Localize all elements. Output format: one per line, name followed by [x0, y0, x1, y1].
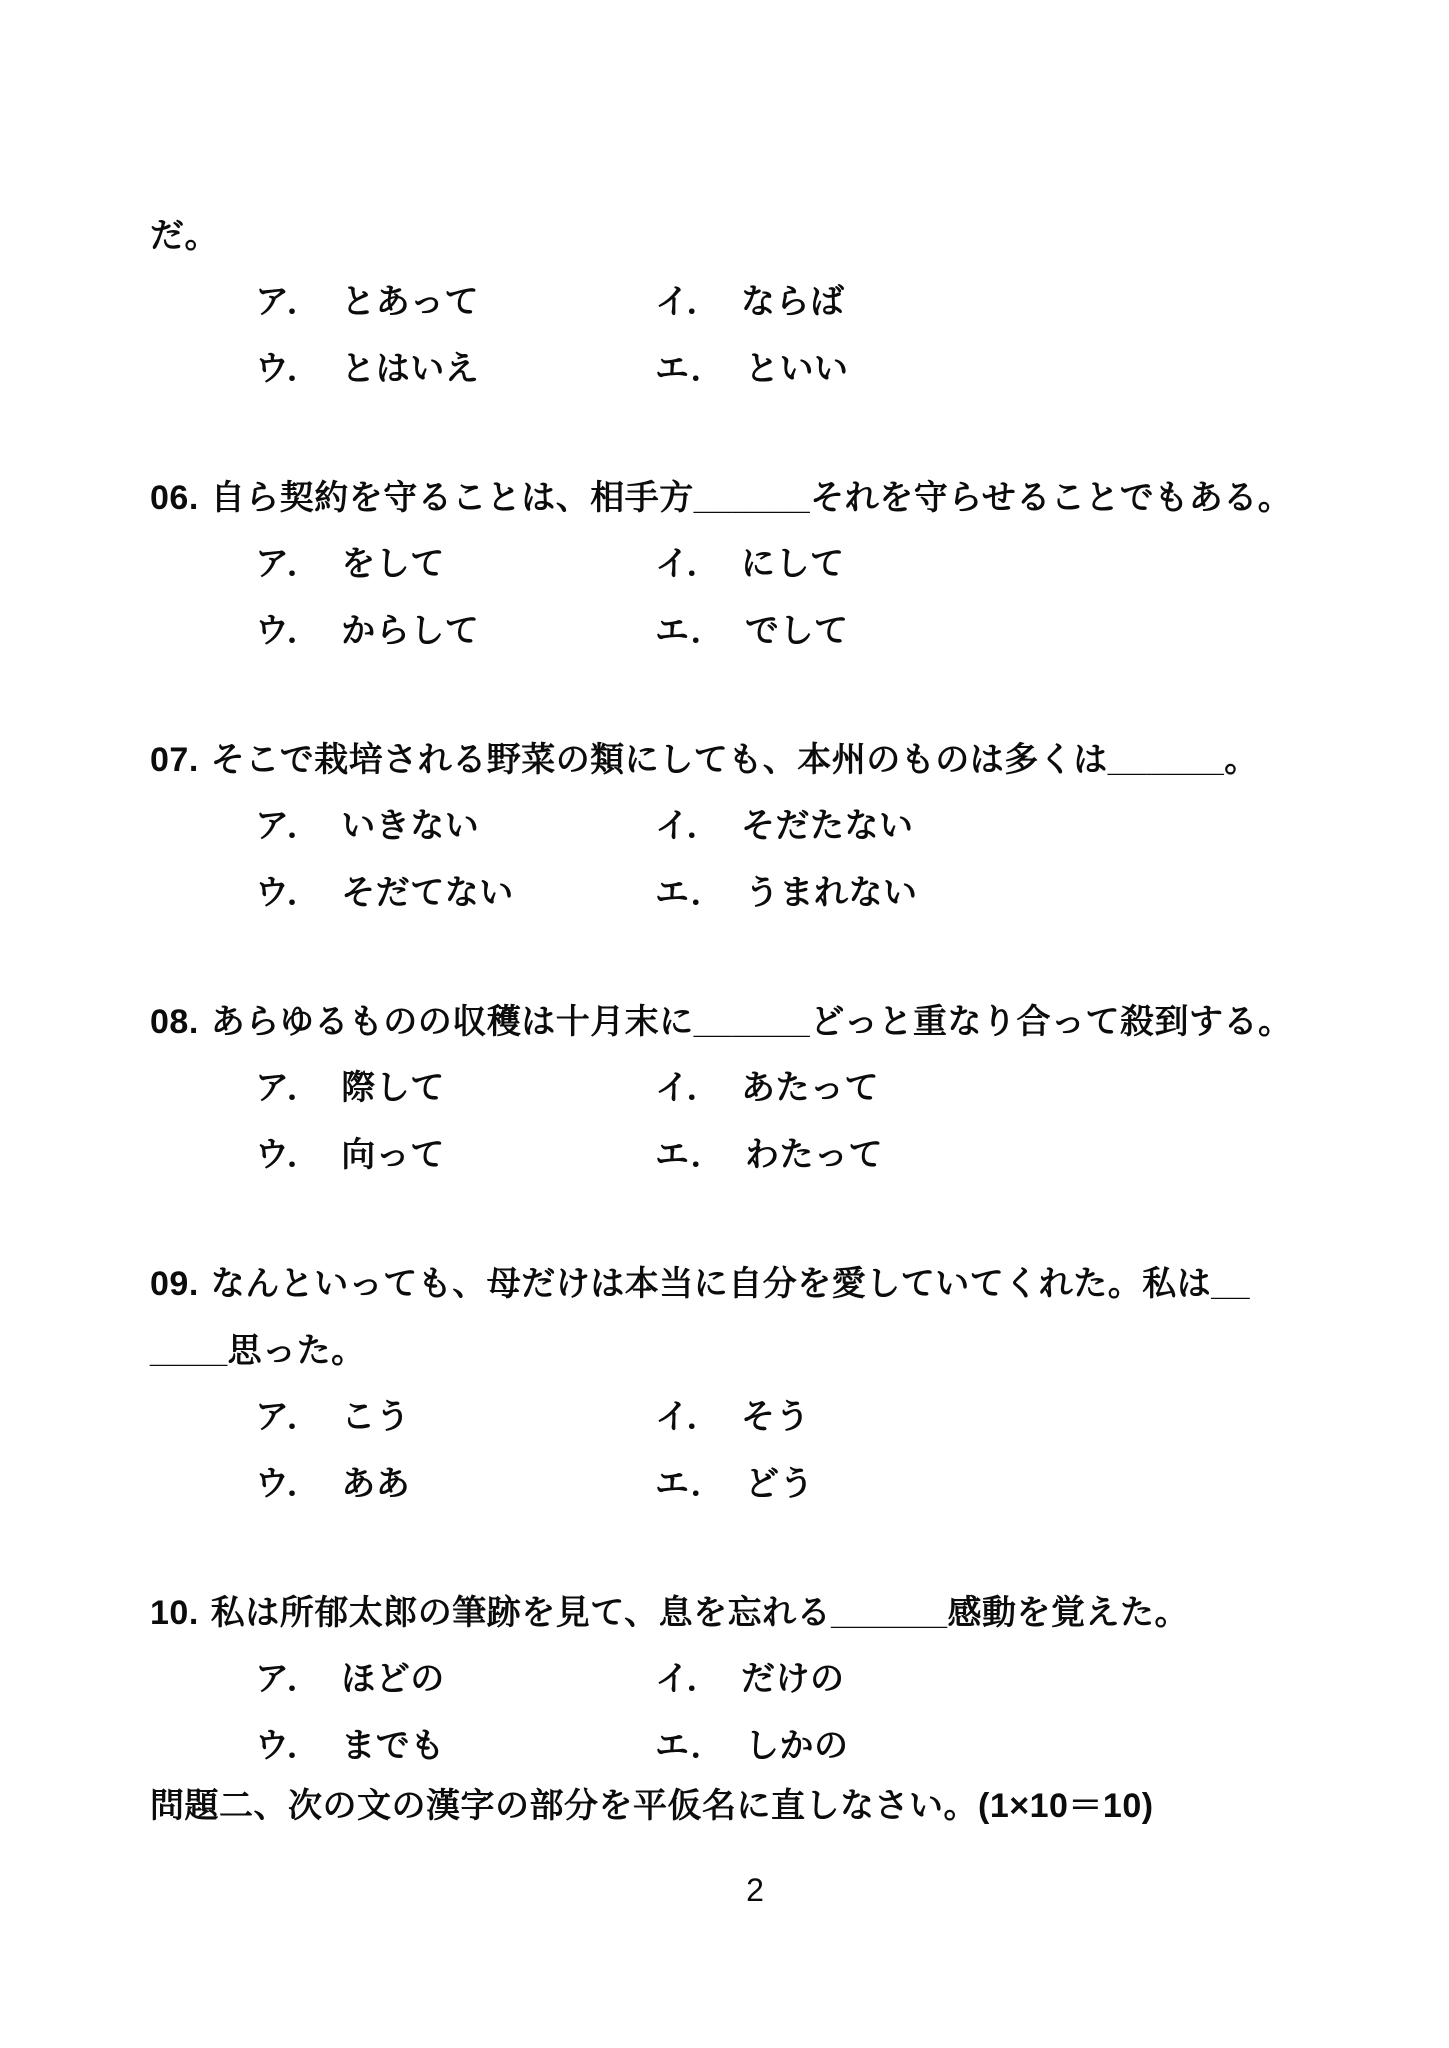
option-label: イ．	[655, 283, 721, 321]
option-b	[655, 1657, 844, 1701]
option-b	[655, 280, 844, 324]
option-a	[255, 804, 655, 848]
option-text: までも	[341, 1727, 445, 1765]
option-text: そだてない	[341, 874, 514, 912]
option-label: エ．	[655, 1136, 726, 1174]
option-text: うまれない	[745, 874, 918, 912]
option-c	[255, 871, 655, 915]
document-content	[150, 214, 1360, 1828]
question-line	[150, 1262, 1360, 1306]
question-block-07	[150, 738, 1360, 915]
option-label: イ．	[655, 1398, 721, 1436]
option-row	[150, 1657, 1360, 1701]
question-text: だ。	[150, 217, 219, 255]
question-text: そこで栽培される野菜の類にしても、本州のものは多くは______。	[210, 741, 1259, 779]
option-label: エ．	[655, 350, 726, 388]
option-row	[150, 1395, 1360, 1439]
question-number: 06.	[150, 479, 199, 517]
question-line	[150, 1591, 1360, 1635]
option-text: からして	[341, 612, 480, 650]
option-text: にして	[740, 545, 845, 583]
option-d	[655, 1133, 883, 1177]
option-text: 際して	[341, 1069, 445, 1107]
option-label: イ．	[655, 1660, 721, 1698]
option-d	[655, 609, 849, 653]
option-label: エ．	[655, 1465, 726, 1503]
option-label: ウ．	[255, 874, 322, 912]
section-heading: 問題二、次の文の漢字の部分を平仮名に直しなさい。(1×10＝10)	[150, 1787, 1154, 1825]
option-text: とはいえ	[341, 350, 480, 388]
question-text: なんといっても、母だけは本当に自分を愛していてくれた。私は__	[210, 1265, 1251, 1303]
option-row	[150, 347, 1360, 391]
option-text: そだたない	[740, 807, 914, 845]
option-row	[150, 1724, 1360, 1768]
option-a	[255, 1066, 655, 1110]
option-text: どう	[745, 1465, 815, 1503]
option-b	[655, 804, 913, 848]
question-block-09	[150, 1262, 1360, 1506]
question-block-06	[150, 476, 1360, 653]
question-text: あらゆるものの収穫は十月末に______どっと重なり合って殺到する。	[210, 1003, 1293, 1041]
question-line	[150, 738, 1360, 782]
option-row	[150, 1133, 1360, 1177]
option-text: ああ	[341, 1465, 411, 1503]
question-block-10	[150, 1591, 1360, 1768]
question-line	[150, 1000, 1360, 1044]
option-text: そう	[740, 1398, 810, 1436]
option-row	[150, 609, 1360, 653]
option-c	[255, 609, 655, 653]
option-b	[655, 1395, 810, 1439]
option-label: エ．	[655, 612, 726, 650]
option-a	[255, 280, 655, 324]
option-b	[655, 542, 844, 586]
option-text: わたって	[745, 1136, 884, 1174]
option-c	[255, 1462, 655, 1506]
option-label: エ．	[655, 874, 726, 912]
question-line-wrap	[150, 1329, 1360, 1373]
option-label: ウ．	[255, 612, 322, 650]
question-number: 09.	[150, 1265, 199, 1303]
option-text: あたって	[740, 1069, 879, 1107]
option-a	[255, 1657, 655, 1701]
option-label: イ．	[655, 545, 721, 583]
option-label: エ．	[655, 1727, 726, 1765]
option-c	[255, 347, 655, 391]
option-text: しかの	[745, 1727, 849, 1765]
option-a	[255, 542, 655, 586]
question-number: 10.	[150, 1594, 199, 1632]
question-block-08	[150, 1000, 1360, 1177]
question-block	[150, 214, 1360, 391]
option-label: イ．	[655, 1069, 721, 1107]
option-row	[150, 871, 1360, 915]
option-label: ア．	[255, 1660, 322, 1698]
option-label: ア．	[255, 283, 322, 321]
option-label: ア．	[255, 807, 322, 845]
continuation-line	[150, 214, 1360, 258]
option-row	[150, 542, 1360, 586]
question-text: ____思った。	[150, 1332, 366, 1370]
question-line	[150, 476, 1360, 520]
page-number: 2	[746, 1872, 764, 1908]
option-d	[655, 1462, 814, 1506]
option-text: ほどの	[341, 1660, 445, 1698]
option-row	[150, 280, 1360, 324]
option-row	[150, 804, 1360, 848]
option-d	[655, 871, 918, 915]
option-text: とあって	[341, 283, 479, 321]
option-text: といい	[745, 350, 849, 388]
option-label: ウ．	[255, 350, 322, 388]
question-number: 08.	[150, 1003, 199, 1041]
option-label: ア．	[255, 1069, 322, 1107]
option-b	[655, 1066, 879, 1110]
option-label: ウ．	[255, 1136, 322, 1174]
option-d	[655, 1724, 849, 1768]
option-d	[655, 347, 849, 391]
option-text: いきない	[341, 807, 480, 845]
option-text: こう	[341, 1398, 411, 1436]
option-text: ならば	[740, 283, 845, 321]
question-text: 自ら契約を守ることは、相手方______それを守らせることでもある。	[210, 479, 1293, 517]
option-row	[150, 1462, 1360, 1506]
option-label: ウ．	[255, 1727, 322, 1765]
question-number: 07.	[150, 741, 199, 779]
option-c	[255, 1724, 655, 1768]
question-text: 私は所郁太郎の筆跡を見て、息を忘れる______感動を覚えた。	[210, 1594, 1190, 1632]
option-label: イ．	[655, 807, 721, 845]
option-label: ア．	[255, 1398, 322, 1436]
option-text: をして	[341, 545, 445, 583]
option-label: ウ．	[255, 1465, 322, 1503]
option-c	[255, 1133, 655, 1177]
option-text: 向って	[341, 1136, 445, 1174]
option-text: でして	[745, 612, 849, 650]
option-label: ア．	[255, 545, 322, 583]
option-row	[150, 1066, 1360, 1110]
option-a	[255, 1395, 655, 1439]
option-text: だけの	[740, 1660, 845, 1698]
